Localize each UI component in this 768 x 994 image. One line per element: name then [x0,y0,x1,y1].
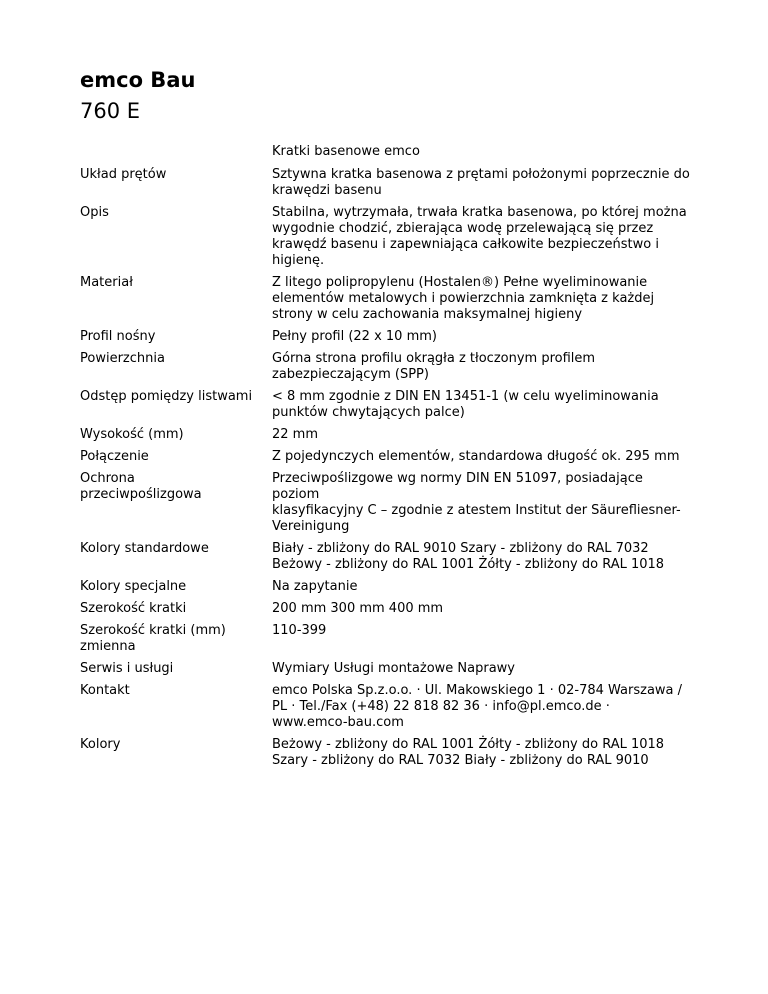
spec-value: Górna strona profilu okrągła z tłoczonym profilem zabezpieczającym (SPP) [272,351,596,382]
spec-row-anti-slip [80,471,690,535]
spec-table [80,167,690,775]
spec-value: Wymiary Usługi montażowe Naprawy [272,661,515,676]
spec-row-height [80,427,690,443]
spec-value: Z litego polipropylenu (Hostalen®) Pełne wyeliminowanie elementów metalowych i powierzchnia zamknięta z każdej strony w celu zachowania maksymalnej higieny [272,275,655,322]
spec-row-contact [80,683,690,731]
spec-label: Szerokość kratki (mm) zmienna [80,623,226,654]
spec-value: Beżowy - zbliżony do RAL 1001 Żółty - zbliżony do RAL 1018 Szary - zbliżony do RAL 7032 Biały - zbliżony do RAL 9010 [272,737,665,768]
brand-title: emco Bau [80,68,196,92]
spec-row-colors [80,737,690,769]
spec-label: Odstęp pomiędzy listwami [80,389,253,404]
spec-label: Układ prętów [80,167,167,182]
spec-value: Sztywna kratka basenowa z prętami położonymi poprzecznie do krawędzi basenu [272,167,690,198]
spec-row-standard-colors [80,541,690,573]
spec-label: Szerokość kratki [80,601,187,616]
spec-row-variable-width [80,623,690,655]
spec-label: Opis [80,205,109,220]
spec-label: Ochrona przeciwpoślizgowa [80,471,202,502]
spec-row-description [80,205,690,269]
spec-row-surface [80,351,690,383]
spec-label: Powierzchnia [80,351,165,366]
spec-label: Wysokość (mm) [80,427,184,442]
spec-label: Serwis i usługi [80,661,174,676]
spec-row-bar-layout [80,167,690,199]
spec-row-special-colors [80,579,690,595]
spec-value: < 8 mm zgodnie z DIN EN 13451-1 (w celu wyeliminowania punktów chwytających palce) [272,389,659,420]
spec-label: Profil nośny [80,329,156,344]
spec-label: Kontakt [80,683,130,698]
spec-value: Z pojedynczych elementów, standardowa długość ok. 295 mm [272,449,680,464]
spec-row-bar-spacing [80,389,690,421]
spec-value: Stabilna, wytrzymała, trwała kratka basenowa, po której można wygodnie chodzić, zbierająca wodę przelewającą się przez krawędź basenu i zapewniająca całkowite bezpieczeństwo i higienę. [272,205,687,268]
model-title: 760 E [80,99,141,123]
spec-value: Na zapytanie [272,579,358,594]
spec-label: Kolory standardowe [80,541,209,556]
spec-row-grate-width [80,601,690,617]
spec-label: Kolory specjalne [80,579,187,594]
spec-row-material [80,275,690,323]
spec-label: Materiał [80,275,133,290]
spec-value: 200 mm 300 mm 400 mm [272,601,444,616]
spec-row-connection [80,449,690,465]
spec-label: Połączenie [80,449,149,464]
spec-value: Biały - zbliżony do RAL 9010 Szary - zbliżony do RAL 7032 Beżowy - zbliżony do RAL 1001 Żółty - zbliżony do RAL 1018 [272,541,665,572]
product-category: Kratki basenowe emco [272,144,420,159]
spec-value: Przeciwpoślizgowe wg normy DIN EN 51097, posiadające poziom klasyfikacyjny C – zgodnie z atestem Institut der Säurefliesner- Vereinigung [272,471,681,534]
spec-value: 22 mm [272,427,319,442]
spec-row-profile [80,329,690,345]
spec-value: emco Polska Sp.z.o.o. · Ul. Makowskiego 1 · 02-784 Warszawa / PL · Tel./Fax (+48) 22 818 82 36 · info@pl.emco.de · www.emco-bau.com [272,683,683,730]
spec-value: Pełny profil (22 x 10 mm) [272,329,437,344]
spec-value: 110-399 [272,623,327,638]
spec-row-services [80,661,690,677]
spec-label: Kolory [80,737,121,752]
